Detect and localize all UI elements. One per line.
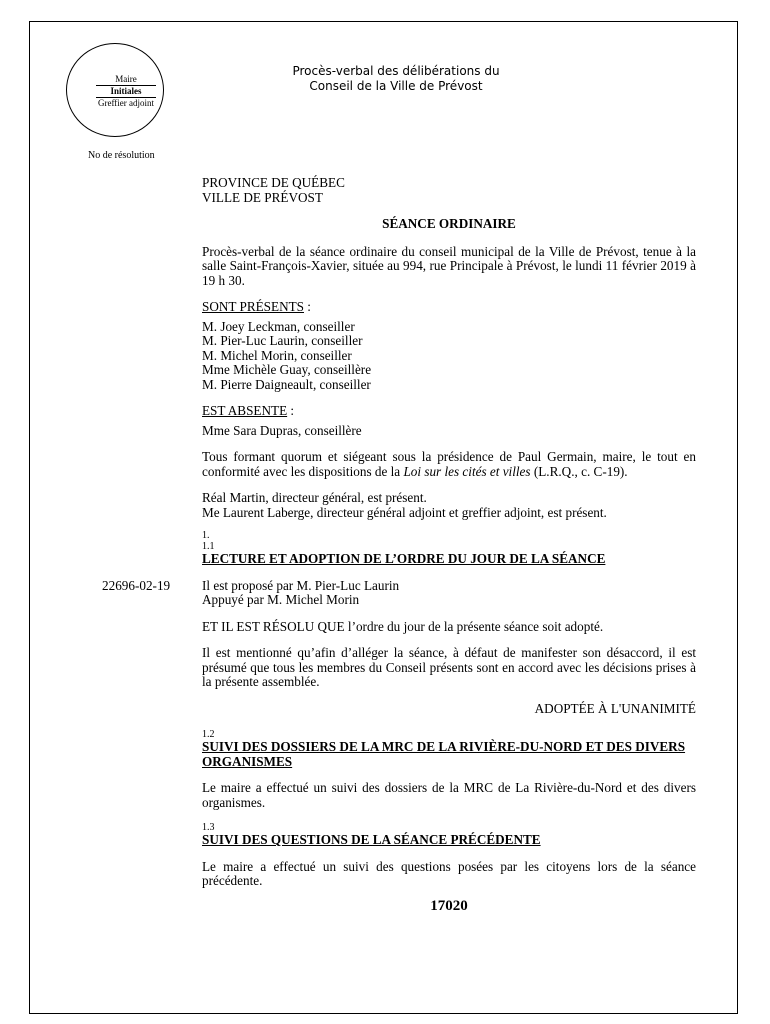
item-body: Le maire a effectué un suivi des questions posées par les citoyens lors de la séance précédente. [202,858,696,888]
seconded-line: Appuyé par M. Michel Morin [202,592,360,607]
minutes-body [202,176,696,913]
item-title: SUIVI DES DOSSIERS DE LA MRC DE LA RIVIÈRE-DU-NORD ET DES DIVERS ORGANISMES [202,739,686,769]
absent-member: Mme Sara Dupras, conseillère [202,422,362,438]
absent-heading [202,404,696,419]
header-title-line1: Procès-verbal des délibérations du [292,64,500,78]
outcome-label: ADOPTÉE À L'UNANIMITÉ [534,700,696,716]
session-title: SÉANCE ORDINAIRE [382,216,516,231]
stamp-initiales-label: Initiales [110,86,142,96]
item-number: 1.3 [202,822,215,833]
intro-paragraph: Procès-verbal de la séance ordinaire du conseil municipal de la Ville de Prévost, tenue à la salle Saint-François-Xavier, située au 994, rue Principale à Prévost, le lundi 11 février 2019 à 19 h 30. [202,243,696,288]
law-title: Loi sur les cités et villes [403,463,531,479]
absent-label: EST ABSENTE [202,403,288,418]
proposed-line: Il est proposé par M. Pier-Luc Laurin [202,577,400,593]
resolution-number: 22696-02-19 [102,578,171,593]
quorum-paragraph [202,450,696,479]
item-title: LECTURE ET ADOPTION DE L’ORDRE DU JOUR DE LA SÉANCE [202,551,606,566]
staff-line: Réal Martin, directeur général, est présent. [202,490,427,505]
resolution-column-label: No de résolution [88,150,155,161]
quorum-text-end: (L.R.Q., c. C-19). [530,463,628,479]
absent-suffix: : [287,403,295,418]
resolved-paragraph: ET IL EST RÉSOLU QUE l’ordre du jour de la présente séance soit adopté. [202,618,604,634]
list-item: M. Joey Leckman, conseiller [202,318,355,334]
page-number: 17020 [430,897,468,914]
presents-list [202,320,696,393]
list-item: M. Michel Morin, conseiller [202,347,352,363]
list-item: Mme Michèle Guay, conseillère [202,362,372,377]
item-number: 1.2 [202,729,215,740]
presents-label: SONT PRÉSENTS [202,299,304,314]
list-item: M. Pierre Daigneault, conseiller [202,376,371,392]
presents-suffix: : [303,299,311,314]
document-header [250,64,542,94]
stamp-greffier-label: Greffier adjoint [97,98,155,108]
list-item: M. Pier-Luc Laurin, conseiller [202,333,363,348]
item-title: SUIVI DES QUESTIONS DE LA SÉANCE PRÉCÉDENTE [202,832,541,847]
section-number: 1. [202,530,210,541]
item-number: 1.1 [202,541,215,552]
header-title-line2: Conseil de la Ville de Prévost [309,79,483,93]
ville-line: VILLE DE PRÉVOST [202,189,323,205]
province-line: PROVINCE DE QUÉBEC [202,175,345,190]
note-paragraph: Il est mentionné qu’afin d’alléger la séance, à défaut de manifester son désaccord, il est présumé que tous les membres du Conseil présents sont en accord avec les décisions prises à la présente assemblée. [202,645,696,689]
staff-line: Me Laurent Laberge, directeur général adjoint et greffier adjoint, est présent. [202,504,607,520]
stamp-maire-label: Maire [115,74,137,84]
item-body: Le maire a effectué un suivi des dossiers de la MRC de La Rivière-du-Nord et des divers organismes. [202,780,696,810]
quorum-text: Tous formant quorum et siégeant sous la présidence de Paul Germain, maire, le tout en conformité avec les dispositions de la [202,449,696,479]
presents-heading [202,300,696,315]
